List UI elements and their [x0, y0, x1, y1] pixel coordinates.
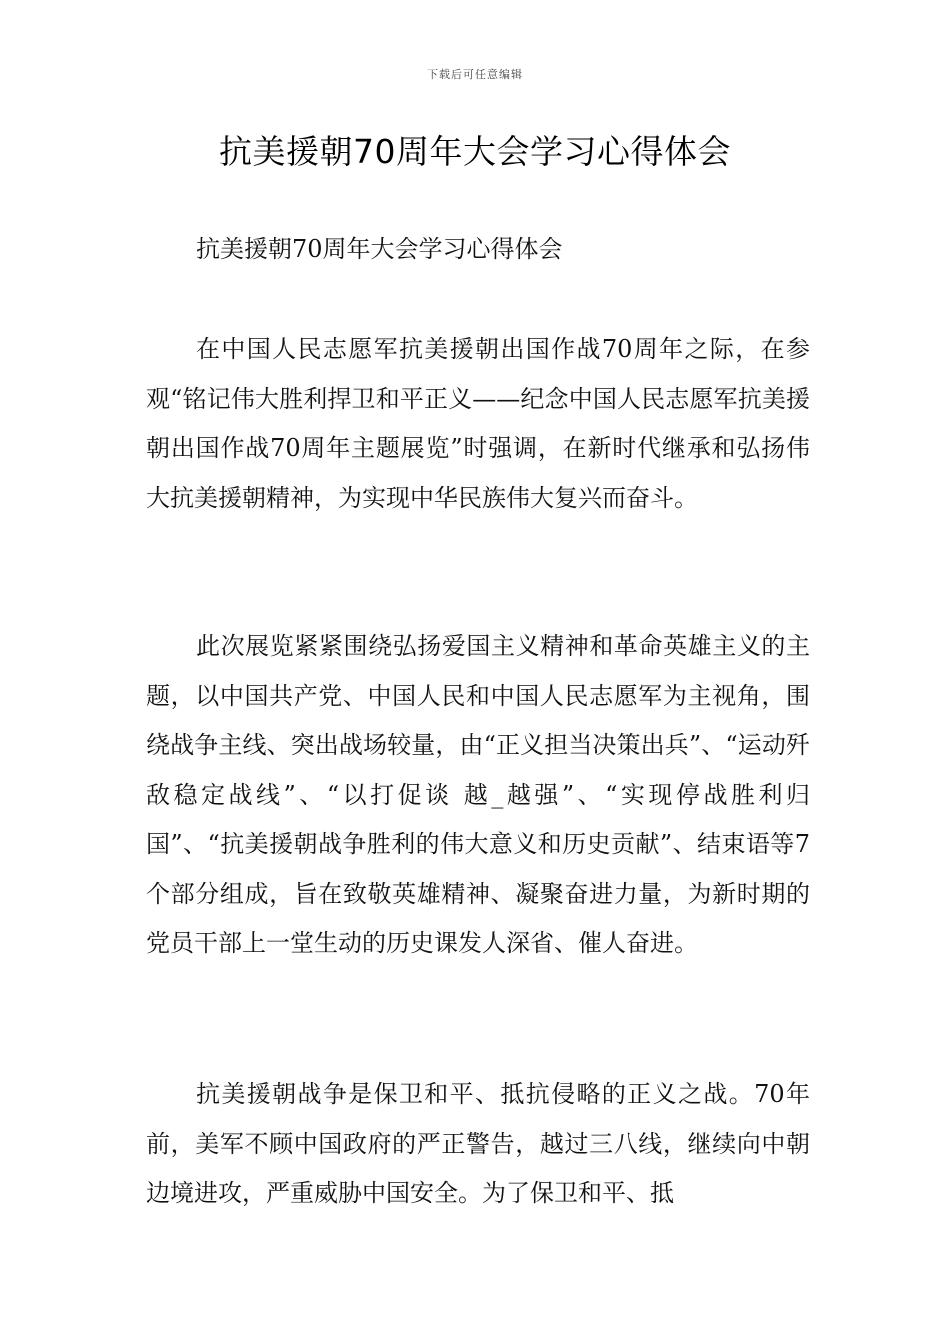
- document-subtitle: 抗美援朝70周年大会学习心得体会: [196, 235, 563, 263]
- paragraph-1: 在中国人民志愿军抗美援朝出国作战70周年之际，在参观“铭记伟大胜利捍卫和平正义——纪念中国人民志愿军抗美援朝出国作战70周年主题展览”时强调，在新时代继承和弘扬伟大抗美援朝精神，为实现中华民族伟大复兴而奋斗。: [146, 335, 810, 512]
- paragraph-2: 此次展览紧紧围绕弘扬爱国主义精神和革命英雄主义的主题，以中国共产党、中国人民和中国人民志愿军为主视角，围绕战争主线、突出战场较量，由“正义担当决策出兵”、“运动歼敌稳定战线”、“以打促谈 越_越强”、“实现停战胜利归国”、“抗美援朝战争胜利的伟大意义和历史贡献”、结束语等7个部分组成，旨在致敬英雄精神、凝聚奋进力量，为新时期的党员干部上一堂生动的历史课发人深省、催人奋进。: [146, 632, 810, 957]
- document-title: 抗美援朝70周年大会学习心得体会: [219, 132, 731, 171]
- header-note: 下载后可任意编辑: [427, 68, 523, 81]
- paragraph-3: 抗美援朝战争是保卫和平、抵抗侵略的正义之战。70年前，美军不顾中国政府的严正警告，越过三八线，继续向中朝边境进攻，严重威胁中国安全。为了保卫和平、抵: [146, 1080, 810, 1207]
